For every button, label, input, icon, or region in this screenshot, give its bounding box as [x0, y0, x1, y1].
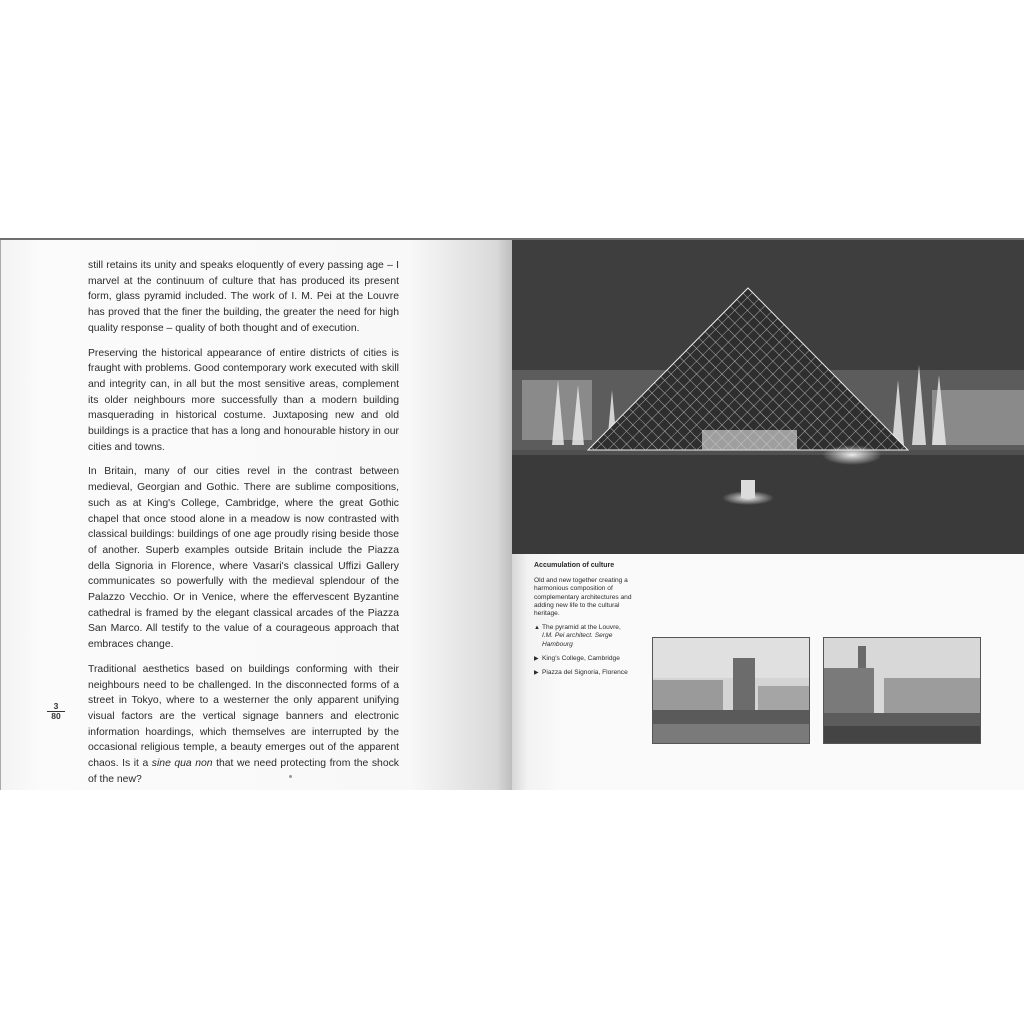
open-book-spread [0, 238, 1024, 790]
kings-college-photo [652, 637, 810, 744]
caption-kings-college [534, 655, 634, 663]
caption-louvre [534, 624, 634, 649]
paragraph-4 [88, 662, 399, 788]
caption-louvre-text: The pyramid at the Louvre, [542, 624, 621, 632]
body-text [88, 258, 399, 790]
paragraph-4-italic: sine qua non [151, 758, 213, 770]
paragraph-1: still retains its unity and speaks eloquently of every passing age – I marvel at the continuum of culture that has produced its present form, glass pyramid included. The work of I. M. Pei at the Louvre has proved that the finer the building, the greater the need for high quality response – quality of both thought and of execution. [88, 260, 399, 334]
caption-description: Old and new together creating a harmonious composition of complementary architectures and adding new life to the cultural heritage. [534, 577, 632, 618]
caption-signoria [534, 669, 634, 677]
paragraph-2: Preserving the historical appearance of entire districts of cities is fraught with problems. Good contemporary work executed with skill and integrity can, in all but the most sensitive areas, complement its older neighbours more successfully than a modern building masquerading in historical costume. Juxtaposing new and old buildings is a practice that has a long and honourable history in our cities and towns. [88, 347, 399, 453]
piazza-signoria-photo [823, 637, 981, 744]
page-number [47, 702, 65, 721]
right-page [512, 240, 1024, 790]
paragraph-3: In Britain, many of our cities revel in the contrast between medieval, Georgian and Gothic. There are sublime compositions, such as at King's College, Cambridge, where the great Gothic chapel that once stood alone in a meadow is now contrasted with classical buildings: buildings of one age proudly rising beside those of another. Superb examples outside Britain include the Piazza della Signoria in Florence, where Vasari's classical Uffizi Gallery communicates so powerfully with the medieval splendour of the Palazzo Vecchio. Or in Venice, where the effervescent Byzantine cathedral is framed by the elegant classical arcades of the Piazza San Marco. All testify to the value of a courageous approach that embraces change. [88, 466, 399, 651]
louvre-pyramid-photo [512, 240, 1024, 554]
right-arrow-icon: ▶ [534, 670, 539, 677]
caption-heading: Accumulation of culture [534, 562, 615, 569]
caption-kings-college-text: King's College, Cambridge [542, 654, 620, 662]
left-page [0, 240, 512, 790]
paragraph-4-start: Traditional aesthetics based on buildings conforming with their neighbours need to be challenged. In the disconnected forms of a street in Tokyo, where to a westerner the only apparent unifying visual factors are the vertical signage banners and electronic information hoardings, which themselves are interrupted by the occasional religious temple, a beauty emerges out of the apparent chaos. Is it a [88, 663, 399, 770]
caption-signoria-text: Piazza del Signoria, Florence [542, 669, 628, 677]
up-arrow-icon: ▲ [534, 625, 540, 632]
right-arrow-icon: ▶ [534, 655, 539, 662]
page-number-top: 3 [47, 702, 65, 712]
caption-area [534, 562, 634, 683]
paragraph-4-end: that we need protecting from the shock of the new? [88, 758, 399, 785]
page-number-bottom: 80 [51, 711, 61, 721]
page-mark [289, 775, 292, 778]
caption-louvre-credit: I.M. Pei architect. Serge Hambourg [542, 632, 613, 648]
